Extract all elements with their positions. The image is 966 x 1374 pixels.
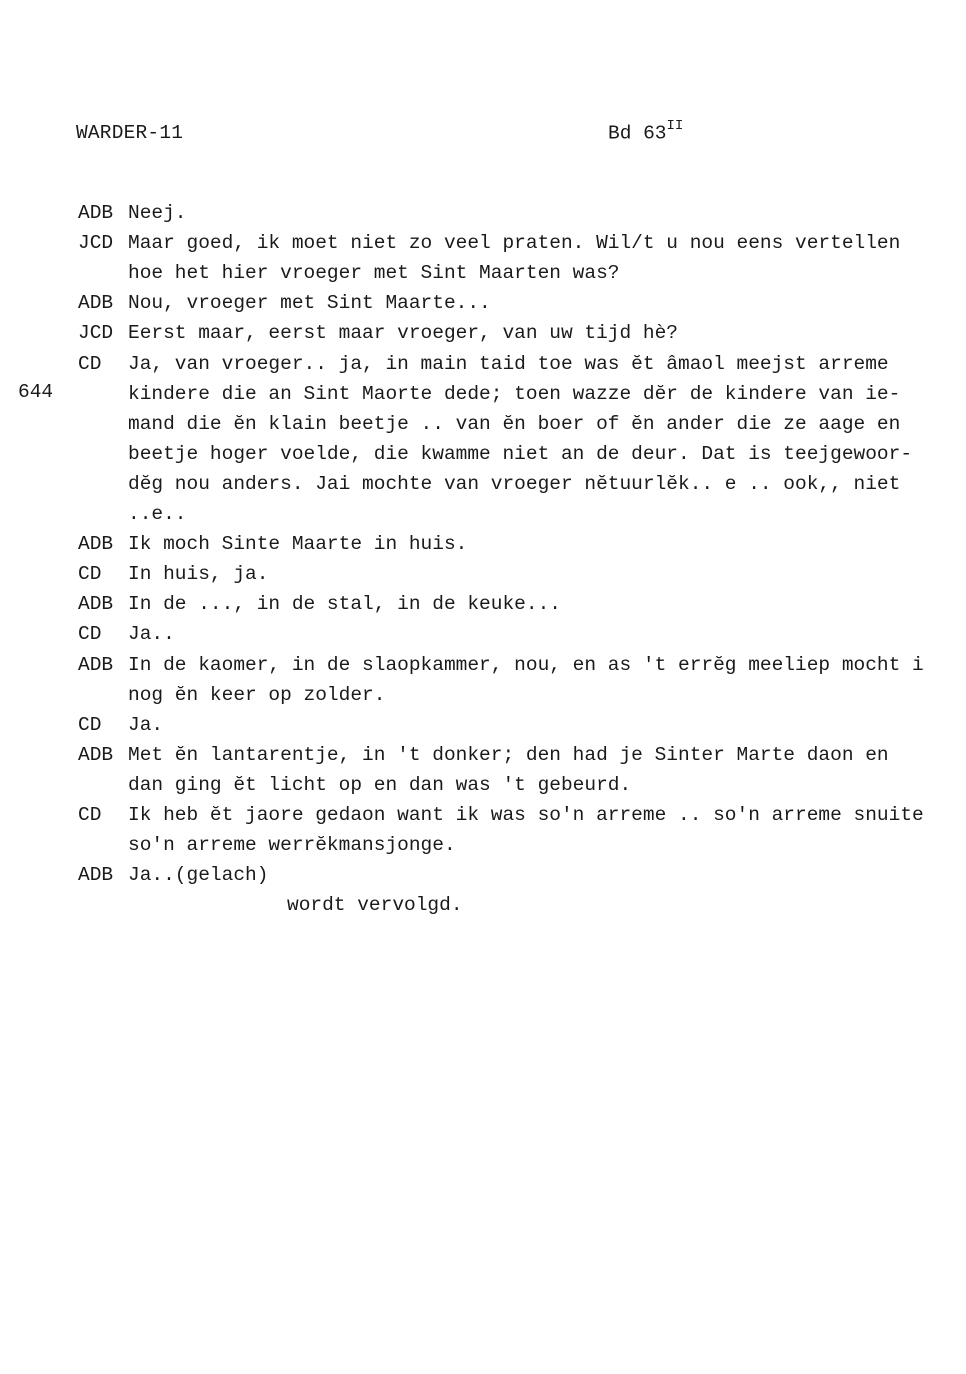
- transcript-line: dan ging ĕt licht op en dan was 't gebeurd.: [128, 774, 632, 796]
- transcript-line: Ja, van vroeger.. ja, in main taid toe was ĕt âmaol meejst arreme: [128, 353, 889, 375]
- speaker-label: CD: [78, 353, 102, 375]
- speaker-label: ADB: [78, 292, 114, 314]
- speaker-label: ADB: [78, 202, 114, 224]
- transcript-line: Ik moch Sinte Maarte in huis.: [128, 533, 468, 555]
- speaker-label: ADB: [78, 533, 114, 555]
- transcript-line: Nou, vroeger met Sint Maarte...: [128, 292, 491, 314]
- margin-counter: 644: [18, 381, 54, 403]
- transcript-line: Maar goed, ik moet niet zo veel praten. Wil/t u nou eens vertellen: [128, 232, 901, 254]
- transcript-line: Ja..: [128, 623, 175, 645]
- tape-label: Bd 63: [608, 122, 667, 145]
- transcript-line: hoe het hier vroeger met Sint Maarten was?: [128, 262, 620, 284]
- transcript-line: so'n arreme werrĕkmansjonge.: [128, 834, 456, 856]
- speaker-label: ADB: [78, 864, 114, 886]
- speaker-label: JCD: [78, 322, 114, 344]
- continuation-note: wordt vervolgd.: [287, 894, 463, 916]
- tape-side: II: [666, 118, 684, 134]
- speaker-label: ADB: [78, 744, 114, 766]
- transcript-line: kindere die an Sint Maorte dede; toen wazze dĕr de kindere van ie-: [128, 383, 901, 405]
- transcript-line: Eerst maar, eerst maar vroeger, van uw tijd hè?: [128, 322, 678, 344]
- transcript-line: mand die ĕn klain beetje .. van ĕn boer of ĕn ander die ze aage en: [128, 413, 901, 435]
- speaker-label: CD: [78, 563, 102, 585]
- speaker-label: CD: [78, 623, 102, 645]
- transcript-line: nog ĕn keer op zolder.: [128, 684, 386, 706]
- document-code: WARDER-11: [76, 122, 184, 144]
- tape-reference: [608, 120, 683, 145]
- transcript-line: Met ĕn lantarentje, in 't donker; den had je Sinter Marte daon en: [128, 744, 889, 766]
- transcript-line: In de kaomer, in de slaopkammer, nou, en as 't errĕg meeliep mocht i: [128, 654, 924, 676]
- speaker-label: ADB: [78, 593, 114, 615]
- transcript-line: In de ..., in de stal, in de keuke...: [128, 593, 561, 615]
- transcript-line: beetje hoger voelde, die kwamme niet an de deur. Dat is teejgewoor-: [128, 443, 913, 465]
- speaker-label: ADB: [78, 654, 114, 676]
- speaker-label: JCD: [78, 232, 114, 254]
- transcript-line: Neej.: [128, 202, 187, 224]
- speaker-label: CD: [78, 714, 102, 736]
- transcript-line: ..e..: [128, 503, 187, 525]
- transcript-line: Ja.: [128, 714, 164, 736]
- transcript-line: Ja..(gelach): [128, 864, 269, 886]
- transcript-line: In huis, ja.: [128, 563, 269, 585]
- transcript-line: dĕg nou anders. Jai mochte van vroeger nĕtuurlĕk.. e .. ook,, niet: [128, 473, 901, 495]
- speaker-label: CD: [78, 804, 102, 826]
- transcript-line: Ik heb ĕt jaore gedaon want ik was so'n arreme .. so'n arreme snuite: [128, 804, 924, 826]
